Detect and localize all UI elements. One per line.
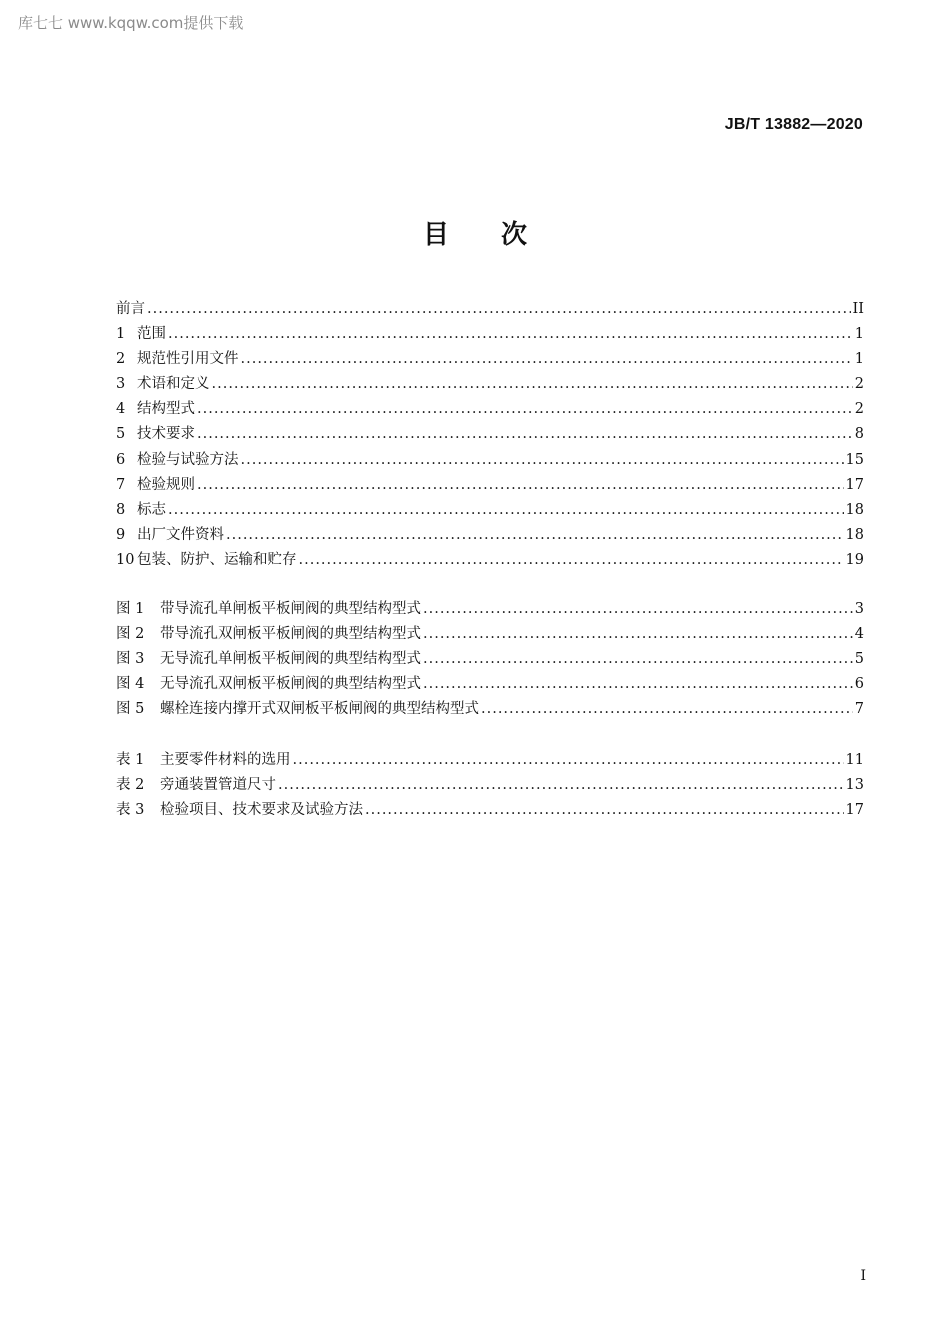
entry-page-number: 3: [854, 601, 864, 617]
entry-page-number: 17: [845, 476, 864, 493]
dot-leader: [168, 502, 844, 518]
entry-page-number: 2: [854, 376, 864, 393]
entry-label: 前言: [116, 301, 145, 317]
dot-leader: [241, 452, 844, 468]
dot-leader: [365, 802, 844, 818]
entry-number: 3: [116, 376, 126, 393]
figure-entry[interactable]: [116, 622, 864, 647]
entry-number: 6: [116, 451, 126, 468]
entry-number: 表 3: [116, 802, 145, 819]
section-entry[interactable]: [116, 347, 864, 372]
entry-label: 旁通装置管道尺寸: [160, 777, 276, 794]
entry-label: 标志: [137, 501, 166, 518]
table-entry[interactable]: [116, 773, 864, 798]
entry-number: 图 2: [116, 626, 145, 643]
section-entry[interactable]: [116, 297, 864, 322]
dot-leader: [241, 351, 853, 367]
entry-label: 主要零件材料的选用: [160, 752, 291, 768]
section-entry[interactable]: [116, 372, 864, 397]
dot-leader: [423, 626, 853, 642]
dot-leader: [226, 527, 844, 543]
entry-number: 图 4: [116, 676, 145, 693]
figure-entry[interactable]: [116, 697, 864, 722]
entry-page-number: 4: [854, 626, 864, 643]
entry-page-number: 2: [854, 401, 864, 418]
entry-label: 包装、防护、运输和贮存: [137, 551, 297, 568]
dot-leader: [278, 777, 844, 793]
section-entry[interactable]: [116, 397, 864, 422]
figure-entry[interactable]: [116, 647, 864, 672]
entry-number: 4: [116, 401, 126, 418]
entry-label: 检验项目、技术要求及试验方法: [160, 802, 363, 819]
entry-number: 10: [116, 551, 135, 568]
dot-leader: [168, 326, 853, 342]
section-entry[interactable]: [116, 448, 864, 473]
dot-leader: [423, 676, 853, 692]
entry-page-number: 18: [845, 526, 864, 543]
entry-page-number: 18: [845, 501, 864, 518]
entry-label: 带导流孔双闸板平板闸阀的典型结构型式: [160, 626, 421, 643]
entry-label: 带导流孔单闸板平板闸阀的典型结构型式: [160, 601, 421, 617]
entry-number: 8: [116, 501, 126, 518]
entry-number: 5: [116, 426, 126, 443]
dot-leader: [197, 426, 853, 442]
entry-number: 9: [116, 526, 126, 543]
table-entry[interactable]: [116, 748, 864, 773]
entry-number: 表 2: [116, 777, 145, 794]
entry-label: 术语和定义: [137, 376, 210, 393]
entry-number: 7: [116, 476, 126, 493]
entry-page-number: 17: [845, 802, 864, 819]
toc-figures: [116, 597, 864, 722]
section-entry[interactable]: [116, 473, 864, 498]
page-title: 目次: [422, 220, 579, 250]
toc-tables: [116, 748, 864, 823]
entry-page-number: 6: [854, 676, 864, 693]
entry-label: 规范性引用文件: [137, 351, 239, 368]
entry-page-number: 11: [845, 752, 864, 768]
dot-leader: [197, 477, 844, 493]
document-number: JB/T 13882—2020: [724, 116, 863, 133]
entry-page-number: 15: [845, 451, 864, 468]
dot-leader: [147, 301, 851, 317]
section-entry[interactable]: [116, 498, 864, 523]
page-folio: I: [860, 1268, 866, 1284]
dot-leader: [423, 601, 853, 617]
entry-page-number: 1: [854, 326, 864, 343]
table-entry[interactable]: [116, 798, 864, 823]
entry-page-number: 19: [845, 551, 864, 568]
entry-label: 检验与试验方法: [137, 451, 239, 468]
dot-leader: [212, 376, 853, 392]
watermark-text: 库七七 www.kqqw.com提供下载: [18, 14, 244, 32]
entry-label: 无导流孔单闸板平板闸阀的典型结构型式: [160, 651, 421, 668]
entry-page-number: II: [852, 301, 864, 317]
dot-leader: [423, 651, 853, 667]
toc-sections: [116, 297, 864, 573]
entry-number: 图 1: [116, 601, 145, 617]
section-entry[interactable]: [116, 523, 864, 548]
entry-page-number: 7: [854, 701, 864, 718]
dot-leader: [197, 401, 853, 417]
section-entry[interactable]: [116, 422, 864, 447]
dot-leader: [299, 552, 844, 568]
entry-page-number: 5: [854, 651, 864, 668]
entry-label: 无导流孔双闸板平板闸阀的典型结构型式: [160, 676, 421, 693]
entry-number: 2: [116, 351, 126, 368]
dot-leader: [481, 701, 853, 717]
entry-label: 技术要求: [137, 426, 195, 443]
entry-page-number: 8: [854, 426, 864, 443]
entry-label: 范围: [137, 326, 166, 343]
entry-number: 图 5: [116, 701, 145, 718]
figure-entry[interactable]: [116, 597, 864, 622]
section-entry[interactable]: [116, 322, 864, 347]
entry-number: 1: [116, 326, 126, 343]
entry-page-number: 13: [845, 777, 864, 794]
entry-label: 出厂文件资料: [137, 526, 224, 543]
entry-label: 检验规则: [137, 476, 195, 493]
entry-label: 结构型式: [137, 401, 195, 418]
section-entry[interactable]: [116, 548, 864, 573]
entry-number: 表 1: [116, 752, 145, 768]
entry-label: 螺栓连接内撑开式双闸板平板闸阀的典型结构型式: [160, 701, 479, 718]
dot-leader: [293, 752, 844, 768]
entry-number: 图 3: [116, 651, 145, 668]
entry-page-number: 1: [854, 351, 864, 368]
figure-entry[interactable]: [116, 672, 864, 697]
